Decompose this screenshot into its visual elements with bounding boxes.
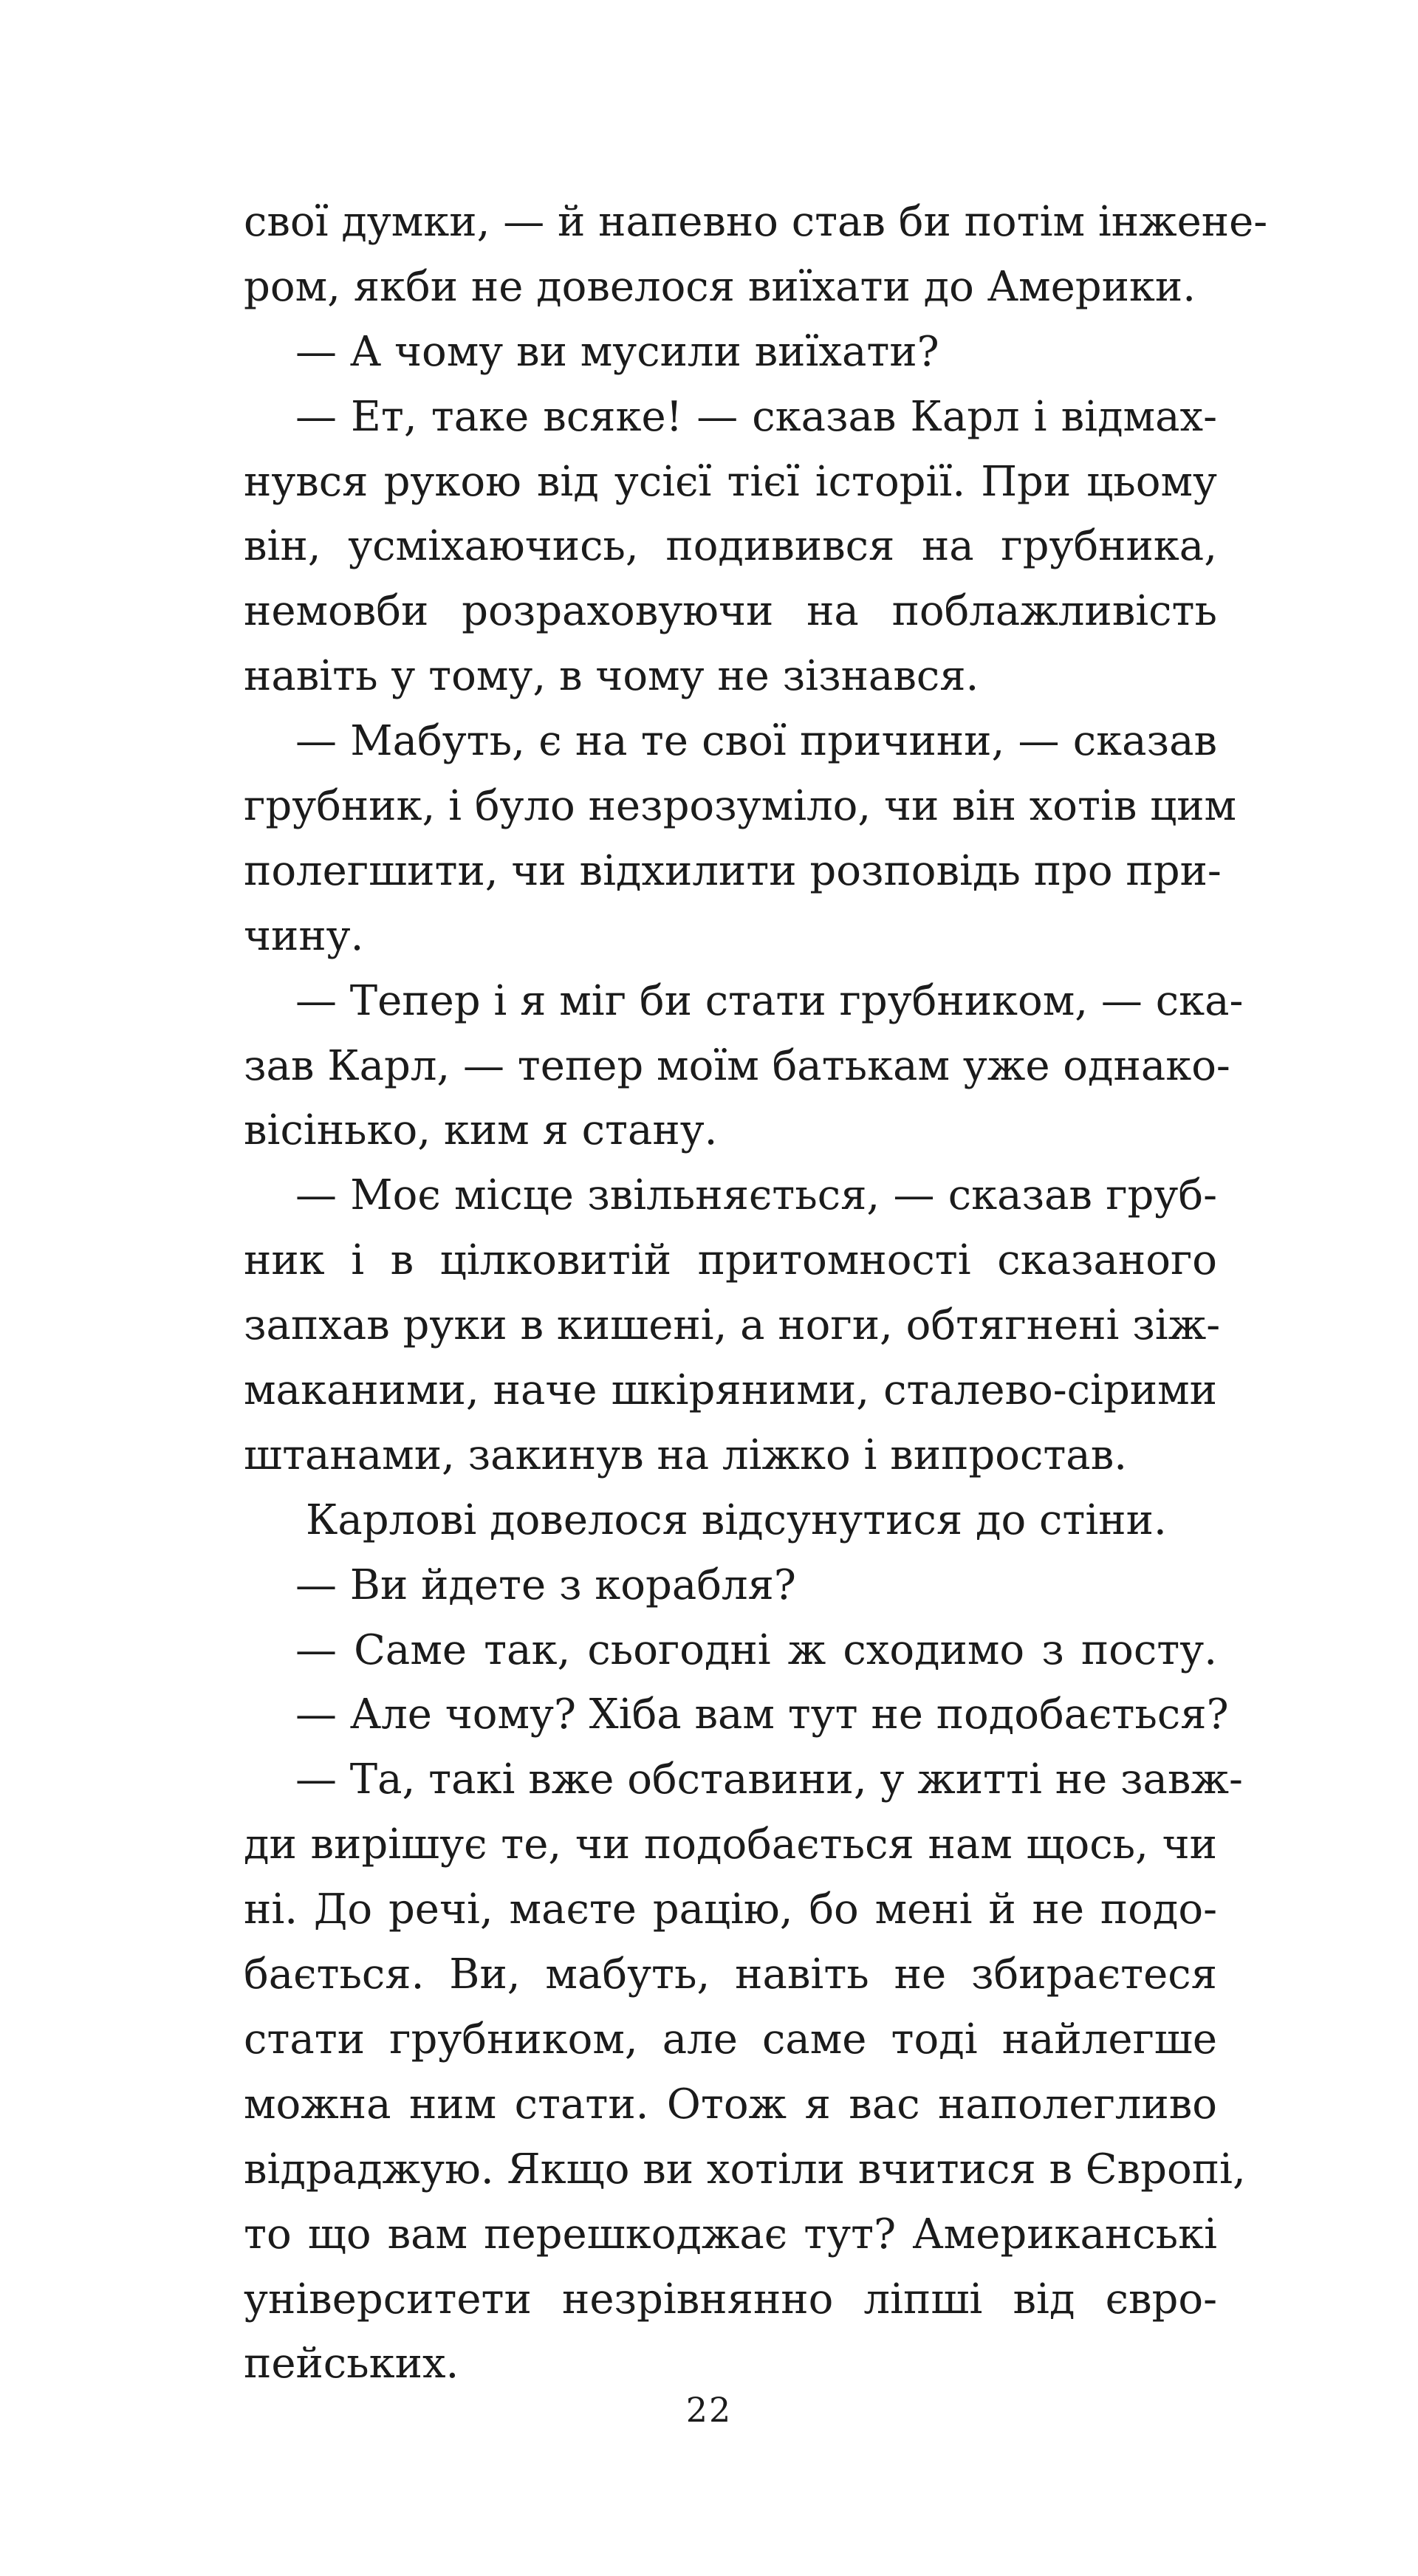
text-line: ром, якби не довелося виїхати до Америки. xyxy=(244,262,1196,311)
text-line: бається. Ви, мабуть, навіть не збираєтеся xyxy=(244,1950,1217,1999)
text-line: він, усміхаючись, подивився на грубника, xyxy=(244,522,1217,571)
text-line: — Саме так, сьогодні ж сходимо з посту. xyxy=(295,1626,1217,1674)
text-line: немовби розраховуючи на поблажливість xyxy=(244,587,1217,636)
text-line: ник і в цілковитій притомності сказаного xyxy=(244,1236,1217,1285)
text-line: університети незрівнянно ліпші від євро- xyxy=(244,2275,1217,2323)
text-line: — Але чому? Хіба вам тут не подобається? xyxy=(295,1690,1229,1739)
text-line: то що вам перешкоджає тут? Американські xyxy=(244,2210,1217,2258)
text-line: стати грубником, але саме тоді найлегше xyxy=(244,2015,1217,2063)
text-line: штанами, закинув на ліжко і випростав. xyxy=(244,1431,1128,1479)
text-line: Карлові довелося відсунутися до стіни. xyxy=(306,1496,1167,1544)
text-line: полегшити, чи відхилити розповідь про при- xyxy=(244,846,1222,895)
text-line: ди вирішує те, чи подобається нам щось, чи xyxy=(244,1820,1217,1869)
text-line: пейських. xyxy=(244,2340,459,2388)
text-line: зав Карл, — тепер моїм батькам уже однако- xyxy=(244,1041,1230,1090)
text-line: свої думки, — й напевно став би потім інжене- xyxy=(244,198,1268,246)
page-number: 22 xyxy=(685,2390,733,2430)
text-line: запхав руки в кишені, а ноги, обтягнені зіж- xyxy=(244,1301,1221,1350)
text-line: нувся рукою від усієї тієї історії. При цьому xyxy=(244,457,1217,506)
text-line: можна ним стати. Отож я вас наполегливо xyxy=(244,2080,1217,2128)
text-line: маканими, наче шкіряними, сталево-сірими xyxy=(244,1366,1217,1415)
text-line: — Ви йдете з корабля? xyxy=(295,1561,796,1609)
text-line: навіть у тому, в чому не зізнався. xyxy=(244,652,979,701)
text-line: відраджую. Якщо ви хотіли вчитися в Європі, xyxy=(244,2145,1246,2193)
text-line: — Та, такі вже обставини, у житті не завж- xyxy=(295,1755,1243,1804)
text-line: — Мабуть, є на те свої причини, — сказав xyxy=(295,717,1217,766)
body-text xyxy=(244,190,1268,2397)
text-line: грубник, і було незрозуміло, чи він хотів цим xyxy=(244,782,1237,831)
text-line: вісінько, ким я стану. xyxy=(244,1106,718,1155)
text-line: ні. До речі, маєте рацію, бо мені й не подо- xyxy=(244,1885,1217,1934)
text-line: — Ет, таке всяке! — сказав Карл і відмах- xyxy=(295,392,1217,441)
text-line: — А чому ви мусили виїхати? xyxy=(295,327,939,376)
text-line: чину. xyxy=(244,911,364,960)
text-line: — Моє місце звільняється, — сказав груб- xyxy=(295,1171,1217,1220)
text-line: — Тепер і я міг би стати грубником, — ска- xyxy=(295,976,1244,1025)
